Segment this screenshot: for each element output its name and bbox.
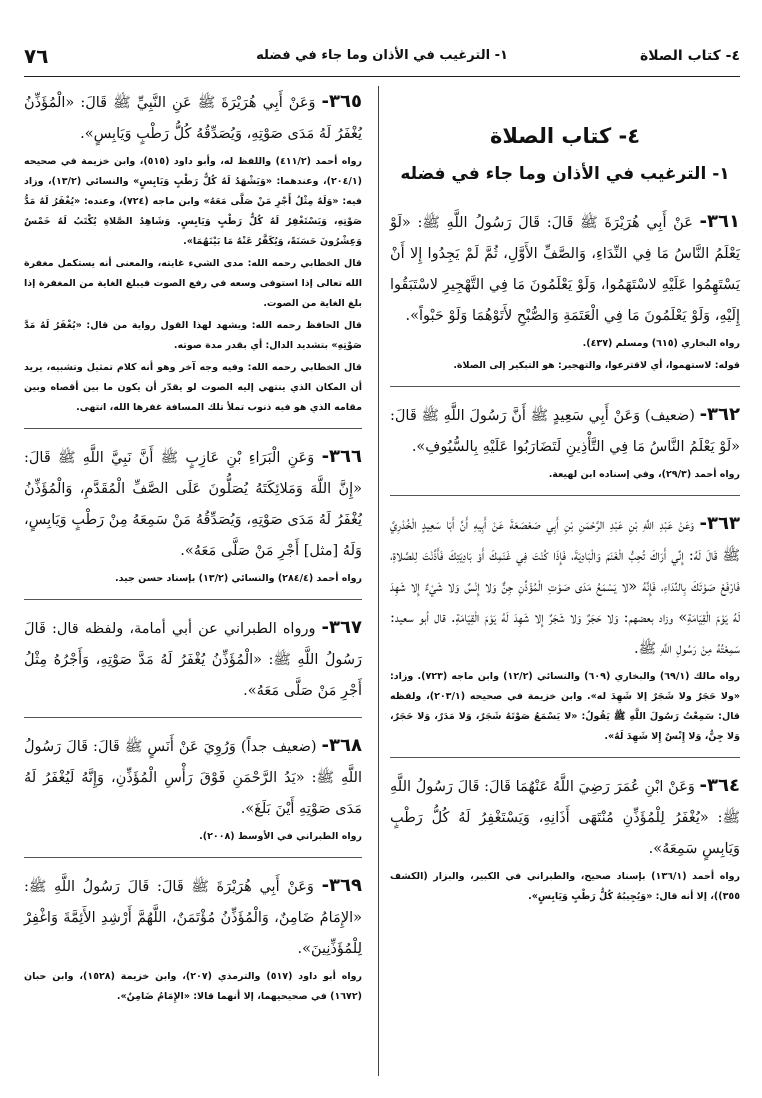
book-title: ٤- كتاب الصلاة	[489, 124, 641, 148]
hadith-number: ٣٦١-	[699, 211, 740, 232]
entry-separator	[24, 428, 362, 429]
hadith-text: عَنْ أَبِي هُرَيْرَةَ ﷺ قَالَ: قَالَ رَسُولُ اللَّهِ ﷺ: «لَوْ يَعْلَمُ النَّاسُ مَا فِي النِّدَاءِ، وَالصَّفِّ الأَوَّلِ، ثُمَّ لَمْ يَجِدُوا إِلا أَنْ يَسْتَهِمُوا عَلَيْهِ لاسْتَهَمُوا، وَلَوْ يَعْلَمُونَ مَا فِي التَّهْجِيرِ لاسْتَبَقُوا إِلَيْهِ، وَلَوْ يَعْلَمُونَ مَا فِي الْعَتَمَةِ وَالصُّبْحِ لأَتَوْهُمَا وَلَوْ حَبْواً».	[390, 215, 740, 324]
hadith-note: قال الخطابي رحمه الله: وفيه وجه آخر وهو أنه كلام تمثيل وتشبيه، يريد أن المكان الذي ينتهي إليه الصوت لو يقدّر أن يكون ما بين أقصاه وبين مقامه الذي هو فيه ذنوب تملأ تلك المسافة غفرها الله، انتهى.	[24, 362, 362, 413]
hadith-text: وَعَنْ أَبِي هُرَيْرَةَ ﷺ قَالَ: قَالَ رَسُولُ اللَّهِ ﷺ: «الإِمَامُ ضَامِنٌ، وَالْمُؤَذِّنُ مُؤْتَمَنٌ، اللَّهُمَّ أَرْشِدِ الأَئِمَّةَ وَاغْفِرْ لِلْمُؤَذِّنِينَ».	[24, 879, 362, 957]
hadith-note: قال الحافظ رحمه الله: ويشهد لهذا القول رواية من قال: «يُغْفَرُ لَهُ مَدَّ صَوْتِهِ» بتشديد الدال: أي بقدر مدة صوته.	[24, 320, 362, 351]
hadith-entry	[24, 612, 362, 707]
hadith-entry	[24, 441, 362, 567]
entry-separator	[390, 757, 740, 758]
chapter-title: ١- الترغيب في الأذان وما جاء في فضله	[400, 164, 730, 184]
hadith-number: ٣٦٧-	[321, 617, 362, 638]
header-section: ١- الترغيب في الأذان وما جاء في فضله	[256, 48, 508, 63]
hadith-number: ٣٦٩-	[321, 875, 363, 896]
hadith-entry	[390, 206, 740, 332]
header-chapter: ٤- كتاب الصلاة	[639, 48, 740, 64]
hadith-text: (ضعيف جداً) وَرُوِيَ عَنْ أَنَسٍ ﷺ قَالَ: قَالَ رَسُولُ اللَّهِ ﷺ: «يَدُ الرَّحْمَنِ فَوْقَ رَأْسِ الْمُؤَذِّنِ، وَإِنَّهُ لَيُغْفَرُ لَهُ مَدَى صَوْتِهِ أَيْنَ بَلَغَ».	[24, 739, 362, 817]
hadith-text: وَعَنْ أَبِي هُرَيْرَةَ ﷺ عَنِ النَّبِيِّ ﷺ قَالَ: «الْمُؤَذِّنُ يُغْفَرُ لَهُ مَدَى صَوْتِهِ، وَيُصَدِّقُهُ كُلُّ رَطْبٍ وَيَابِسٍ».	[24, 95, 362, 142]
entry-separator	[390, 386, 740, 387]
hadith-text: ورواه الطبراني عن أبي أمامة، ولفظه قال: قَالَ رَسُولُ اللَّهِ ﷺ: «الْمُؤَذِّنُ يُغْفَرُ لَهُ مَدَّ صَوْتِهِ، وَأَجْرُهُ مِثْلُ أَجْرِ مَنْ صَلَّى مَعَهُ».	[24, 621, 362, 699]
hadith-entry	[24, 870, 362, 965]
hadith-number: ٣٦٥-	[321, 91, 362, 112]
left-entries	[24, 86, 362, 1007]
hadith-entry	[24, 730, 362, 825]
hadith-number: ٣٦٢-	[699, 404, 741, 425]
hadith-note: رواه أحمد (٢٨٤/٤) والنسائي (١٣/٢) بإسناد حسن جيد.	[115, 573, 362, 584]
hadith-note: رواه أحمد (١٣٦/١) بإسناد صحيح، والطبراني في الكبير، والبزار (الكشف ٣٥٥))، إلا أنه قال: «وَيُجِيبُهُ كُلُّ رَطْبٍ وَيَابِسٍ».	[390, 871, 740, 902]
hadith-text: وَعَنْ ابْنِ عُمَرَ رَضِيَ اللَّهُ عَنْهُمَا قَالَ: قَالَ رَسُولُ اللَّهِ ﷺ: «يُغْفَرُ لِلْمُؤَذِّنِ مُنْتَهَى أَذَانِهِ، وَيَسْتَغْفِرُ لَهُ كُلُّ رَطْبٍ وَيَابِسٍ سَمِعَهُ».	[390, 779, 740, 857]
hadith-entry	[390, 770, 740, 865]
entry-separator	[24, 717, 362, 718]
right-entries	[390, 206, 740, 907]
hadith-entry	[390, 399, 740, 463]
entry-separator	[24, 857, 362, 858]
hadith-note: رواه أحمد (٤١١/٢) واللفظ له، وأبو داود (٥١٥)، وابن خزيمة في صحيحه (٢٠٤/١)، وعندهما: «وَيَشْهَدُ لَهُ كُلُّ رَطْبٍ وَيَابِسٍ» والنسائي (١٣/٢)، وزاد فيه: «وَلَهُ مِثْلُ أَجْرِ مَنْ صَلَّى مَعَهُ» وابن ماجه (٧٢٤)، وعنده: «يُغْفَرُ لَهُ مَدُّ صَوْتِهِ، وَيَسْتَغْفِرُ لَهُ كُلُّ رَطْبٍ وَيَابِسٍ. وَشَاهِدُ الصَّلاةِ يُكْتَبُ لَهُ خَمْسٌ وَعِشْرُونَ حَسَنَةً، وَيُكَفَّرُ عَنْهُ مَا بَيْنَهُمَا».	[24, 156, 363, 247]
hadith-number: ٣٦٣-	[699, 513, 740, 534]
hadith-entry	[390, 508, 740, 665]
hadith-note: رواه أحمد (٢٩/٣)، وفي إسناده ابن لهيعة.	[548, 469, 740, 480]
entry-separator	[24, 599, 362, 600]
left-column	[24, 86, 362, 1007]
hadith-text: وَعَنِ الْبَرَاءِ بْنِ عَازِبٍ ﷺ أَنَّ نَبِيَّ اللَّهِ ﷺ قَالَ: «إِنَّ اللَّهَ وَمَلائِكَتَهُ يُصَلُّونَ عَلَى الصَّفِّ الْمُقَدَّمِ، وَالْمُؤَذِّنُ يُغْفَرُ لَهُ مَدَى صَوْتِهِ، وَيُصَدِّقُهُ مَنْ سَمِعَهُ مِنْ رَطْبٍ وَيَابِسٍ، وَلَهُ [مثل] أَجْرِ مَنْ صَلَّى مَعَهُ».	[24, 450, 362, 559]
page-number: ٧٦	[24, 44, 49, 68]
right-column	[390, 86, 740, 907]
hadith-number: ٣٦٤-	[699, 775, 740, 796]
hadith-note: قال الخطابي رحمه الله: مدى الشيء غايته، والمعنى أنه يستكمل مغفرة الله تعالى إذا استوفى وسعه في رفع الصوت فيبلغ الغاية من المغفرة إذا بلغ الغاية من الصوت.	[24, 258, 362, 309]
hadith-note: رواه أبو داود (٥١٧) والترمذي (٢٠٧)، وابن خزيمة (١٥٢٨)، وابن حبان (١٦٧٢) في صحيحيهما، إلا أنهما قالا: «الإِمَامُ ضَامِنٌ».	[24, 971, 362, 1002]
hadith-note: رواه الطبراني في الأوسط (٢٠٠٨).	[199, 831, 362, 842]
hadith-number: ٣٦٦-	[321, 446, 363, 467]
hadith-note: رواه البخاري (٦١٥) ومسلم (٤٣٧).	[582, 338, 740, 349]
hadith-text: وَعَنْ عَبْدِ اللَّهِ بْنِ عَبْدِ الرَّحْمَنِ بْنِ أَبِي صَعْصَعَةَ عَنْ أَبِيهِ أَنَّ أَبَا سَعِيدٍ الْخُدْرِيَّ ﷺ قَالَ لَهُ: إِنِّي أَرَاكَ تُحِبُّ الْغَنَمَ وَالْبَادِيَةَ، فَإِذَا كُنْتَ فِي غَنَمِكَ أَوْ بَادِيَتِكَ فَأَذَّنْتَ لِلصَّلاةِ، فَارْفَعْ صَوْتَكَ بِالنِّدَاءِ، فَإِنَّهُ «لا يَسْمَعُ مَدَى صَوْتِ الْمُؤَذِّنِ جِنٌّ وَلا إِنْسٌ وَلا شَيْءٌ إِلا شَهِدَ لَهُ يَوْمَ الْقِيَامَةِ» وزاد بعضهم: وَلا حَجَرٌ وَلا شَجَرٌ إِلا شَهِدَ لَهُ يَوْمَ الْقِيَامَةِ. قال أبو سعيد: سَمِعْتُهُ مِنْ رَسُولِ اللَّهِ ﷺ.	[390, 517, 740, 657]
page-header	[24, 46, 740, 72]
hadith-note: رواه مالك (٦٩/١) والبخاري (٦٠٩) والنسائي (١٢/٢) وابن ماجه (٧٢٣). وزاد: «ولا حَجَرٌ ولا شَجَرٌ إلا شَهِدَ له». وابن خزيمة في صحيحه (٢٠٣/١)، ولفظه قال: سَمِعْتُ رَسُولَ اللَّهِ ﷺ يَقُولُ: «لا يَسْمَعُ صَوْتَهُ شَجَرٌ، وَلا مَدَرٌ، وَلا حَجَرٌ، وَلا جِنٌّ، وَلا إِنْسٌ إِلا شَهِدَ لَهُ».	[390, 671, 740, 742]
hadith-number: ٣٦٨-	[321, 735, 362, 756]
hadith-text: (ضعيف) وَعَنْ أَبِي سَعِيدٍ ﷺ أَنَّ رَسُولَ اللَّهِ ﷺ قَالَ: «لَوْ يَعْلَمُ النَّاسُ مَا فِي التَّأْذِينِ لَتَضَارَبُوا عَلَيْهِ بِالسُّيُوفِ».	[390, 408, 740, 455]
column-divider	[378, 86, 379, 1076]
hadith-note: قوله: لاستهموا، أي لاقترعوا، والتهجير: هو التبكير إلى الصلاة.	[453, 360, 740, 371]
entry-separator	[390, 495, 740, 496]
header-divider	[24, 76, 740, 77]
hadith-entry	[24, 86, 362, 150]
